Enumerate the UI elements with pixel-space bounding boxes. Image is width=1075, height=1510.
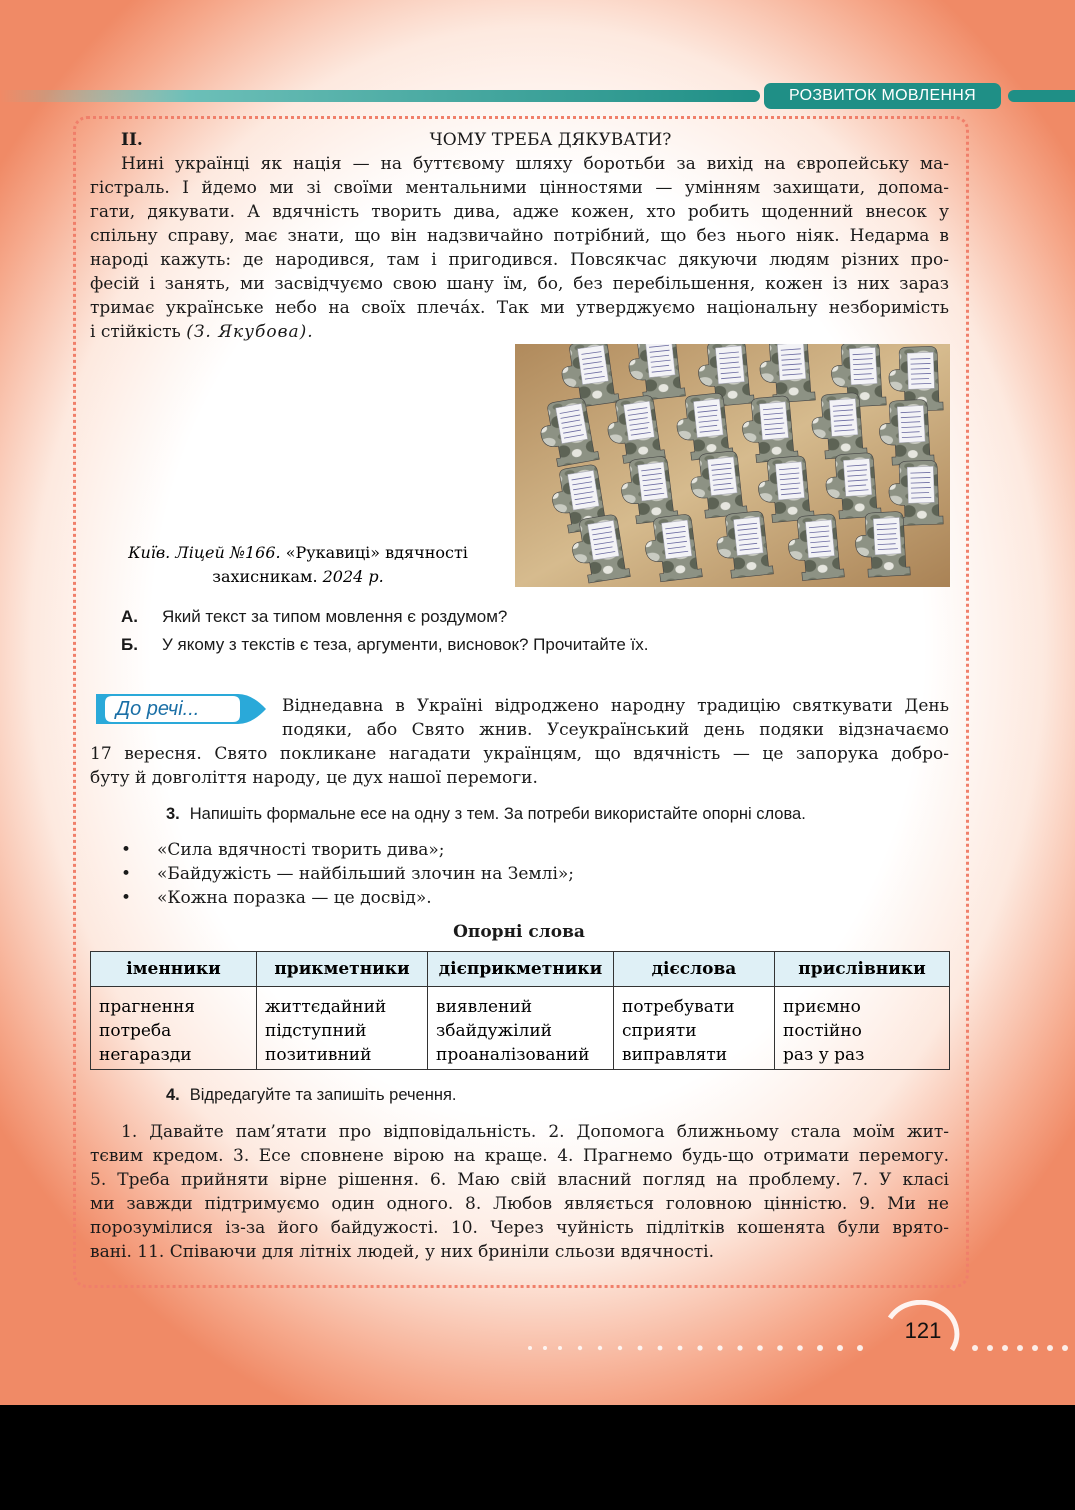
table-header: прикметники	[257, 952, 428, 987]
section-badge: РОЗВИТОК МОВЛЕННЯ	[764, 83, 1001, 109]
text-line: вані. 11. Співаючи для літніх людей, у них бриніли сльози вдячності.	[90, 1242, 714, 1262]
table-header-row	[91, 952, 950, 987]
text-line: народі кажуть: де народився, там і пригодився. Повсякчас дякуючи людям різних про-	[90, 250, 949, 270]
author: (З. Якубова).	[186, 322, 314, 342]
header-stripe-right	[1008, 90, 1075, 102]
list-item: «Сила вдячності творить дива»;	[157, 840, 445, 860]
table-cell: прагнення потреба негаразди	[91, 987, 257, 1070]
text-line: і стійкість (З. Якубова).	[90, 322, 314, 342]
task-3: 3. Напишіть формальне есе на одну з тем. За потреби використайте опорні слова.	[166, 805, 806, 823]
table-header: дієприкметники	[428, 952, 614, 987]
text-line: порозумілися із-за його байдужості. 10. Через чуйність підлітків кошенята були врято-	[90, 1218, 949, 1238]
list-item: «Кожна поразка — це досвід».	[157, 888, 432, 908]
table-header: дієслова	[614, 952, 775, 987]
text-line: фесій і занять, ми засвідчуємо свою шану їм, бо, без перебільшення, кожен із них зараз	[90, 274, 949, 294]
text-line: 5. Треба прийняти вірне рішення. 6. Маю свій власний погляд на проблему. 7. У класі	[90, 1170, 949, 1190]
table-title: Опорні слова	[453, 922, 585, 942]
photo-caption: Київ. Ліцей №166. «Рукавиці» вдячності захисникам. 2024 р.	[128, 543, 468, 586]
text-line: спільну справу, має знати, що він надзвичайно потрібний, що без нього ніяк. Недарма в	[90, 226, 949, 246]
table-row	[91, 987, 950, 1070]
mittens-illustration	[515, 344, 950, 587]
support-words-table	[90, 951, 950, 1070]
table-cell: приємно постійно раз у раз	[775, 987, 950, 1070]
text-line: тєвим кредом. 3. Есе сповнене вірою на краще. 4. Прагнемо будь-що отримати перемогу.	[90, 1146, 949, 1166]
list-item: «Байдужість — найбільший злочин на Землі»;	[157, 864, 575, 884]
text-line: Нині українці як нація — на буттєвому шляху боротьби за вихід на європейську ма-	[121, 154, 949, 174]
do-rechi-badge: До речі...	[90, 694, 268, 724]
list-item: •	[121, 888, 132, 908]
text-line: гістраль. І йдемо ми зі своїми ментальними цінностями — умінням захищати, допома-	[90, 178, 949, 198]
table-cell: потребувати сприяти виправляти	[614, 987, 775, 1070]
part-title: ЧОМУ ТРЕБА ДЯКУВАТИ?	[429, 130, 672, 150]
list-item: •	[121, 840, 132, 860]
text-line: ми завжди підтримуємо один одного. 8. Любов являється головною цінністю. 9. Ми не	[90, 1194, 949, 1214]
bottom-black-band	[0, 1405, 1075, 1510]
textbook-page: РОЗВИТОК МОВЛЕННЯ ІІ. ЧОМУ ТРЕБА ДЯКУВАТИ? Нині українці як нація — на буттєвому шляху боротьби за вихід на європейську ма- гістраль. І йдемо ми зі своїми ментальними цінностями — умінням захищати, допома- гати, дякувати. А вдячність творить дива, адже кожен, хто робить щоденний внесок у спільну справу, має знати, що він надзвичайно потрібний, що без нього ніяк. Недарма в народі кажуть: де народився, там і пригодився. Повсякчас дякуючи людям різних про- фесій і занять, ми засвідчуємо свою шану їм, бо, без перебільшення, кожен із них зараз тримає українське небо на своїх плечáх. Так ми утверджуємо національну незборимість і стійкість (З. Якубова). Київ. Ліцей №166. «Рукавиці» вдячності захисникам. 2024 р. А. Який текст за типом мовлення є роздумом? Б. У якому з текстів є теза, аргументи, висновок? Прочитайте їх. До речі... Віднедавна в Україні відроджено народну традицію святкувати День подяки, або Свято жнив. Усеукраїнський день подяки відзначаємо 17 вересня. Свято покликане нагадати українцям, що вдячність — це запорука добро- буту й довголіття народу, це дух нашої перемоги. 3. Напишіть формальне есе на одну з тем. За потреби використайте опорні слова. • «Сила вдячності творить дива»; • «Байдужість — найбільший злочин на Землі»; • «Кожна поразка — це досвід». Опорні слова іменники прикметники дієприкметники дієслова прислівники прагнення потреба негаразди життєдайний підступний позитивний виявлений збайдужілий проаналізований потребувати сприяти виправляти приємно постійно раз у раз 4. Відредагуйте та запишіть речення. 1. Давайте пам’ятати про відповідальність. 2. Допомога ближньому стала моїм жит- тєвим кредом. 3. Есе сповнене вірою на краще. 4. Прагнемо будь-що отримати перемогу. 5. Треба прийняти вірне рішення. 6. Маю свій власний погляд на проблему. 7. У класі ми завжди підтримуємо один одного. 8. Любов являється головною цінністю. 9. Ми не порозумілися із-за його байдужості. 10. Через чуйність підлітків кошенята були врято- вані. 11. Співаючи для літніх людей, у них бриніли сльози вдячності. 121	[0, 0, 1075, 1405]
table-cell: життєдайний підступний позитивний	[257, 987, 428, 1070]
task-4: 4. Відредагуйте та запишіть речення.	[166, 1086, 457, 1104]
table-cell: виявлений збайдужілий проаналізований	[428, 987, 614, 1070]
photo-mittens	[515, 344, 950, 587]
part-number: ІІ.	[121, 130, 143, 150]
header-stripe	[0, 90, 760, 102]
text-line: гати, дякувати. А вдячність творить дива, адже кожен, хто робить щоденний внесок у	[90, 202, 949, 222]
text-line: 1. Давайте пам’ятати про відповідальність. 2. Допомога ближньому стала моїм жит-	[121, 1122, 949, 1142]
text-line: тримає українське небо на своїх плечáх. Так ми утверджуємо національну незборимість	[90, 298, 949, 318]
page-number: 121	[904, 1318, 942, 1343]
list-item: •	[121, 864, 132, 884]
table-header: прислівники	[775, 952, 950, 987]
table-header: іменники	[91, 952, 257, 987]
